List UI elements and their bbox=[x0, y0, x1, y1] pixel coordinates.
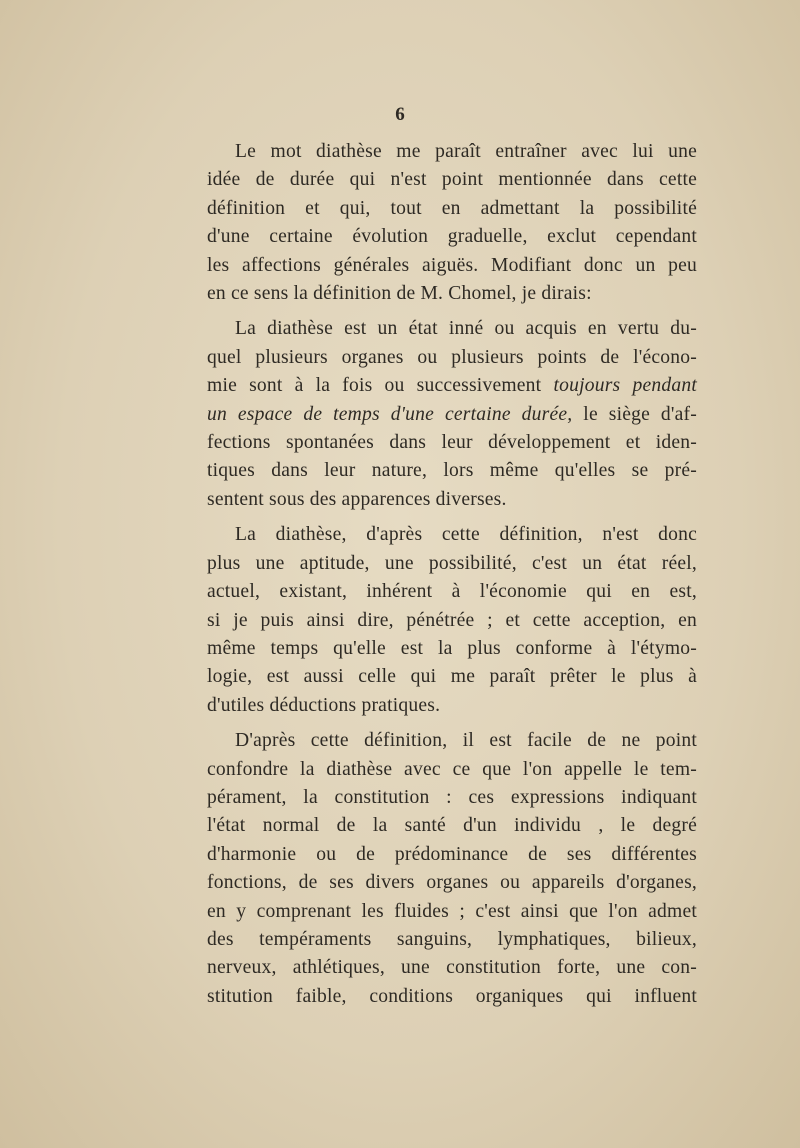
body-text bbox=[207, 138, 697, 1018]
text-line: idée de durée qui n'est point mentionnée dans cette bbox=[207, 169, 697, 191]
text-line: sentent sous des apparences diverses. bbox=[207, 488, 507, 510]
text-line: fections spontanées dans leur développement et iden- bbox=[207, 432, 697, 454]
text-line: d'harmonie ou de prédominance de ses différentes bbox=[207, 843, 697, 865]
text-line: d'une certaine évolution graduelle, exclut cependant bbox=[207, 226, 697, 248]
text-line: en ce sens la définition de M. Chomel, je dirais: bbox=[207, 283, 592, 305]
text-line: pérament, la constitution : ces expressions indiquant bbox=[207, 786, 697, 808]
text-line: fonctions, de ses divers organes ou appareils d'organes, bbox=[207, 872, 697, 894]
text-line: La diathèse est un état inné ou acquis en vertu du- bbox=[235, 318, 697, 340]
paragraph-1 bbox=[207, 138, 697, 308]
paragraph-3 bbox=[207, 521, 697, 720]
text-line: tiques dans leur nature, lors même qu'elles se pré- bbox=[207, 460, 697, 482]
text-line: si je puis ainsi dire, pénétrée ; et cette acception, en bbox=[207, 609, 697, 631]
paragraph-2 bbox=[207, 315, 697, 514]
text-line: D'après cette définition, il est facile de ne point bbox=[235, 730, 697, 752]
paragraph-4 bbox=[207, 727, 697, 1011]
text-line: définition et qui, tout en admettant la possibilité bbox=[207, 197, 697, 219]
page-number: 6 bbox=[395, 104, 405, 125]
text-line: l'état normal de la santé d'un individu , le degré bbox=[207, 815, 697, 837]
text-line: en y comprenant les fluides ; c'est ainsi que l'on admet bbox=[207, 900, 697, 922]
text-line: quel plusieurs organes ou plusieurs points de l'écono- bbox=[207, 346, 697, 368]
text-line: logie, est aussi celle qui me paraît prêter le plus à bbox=[207, 666, 697, 688]
text-line bbox=[207, 401, 697, 429]
text-line: nerveux, athlétiques, une constitution forte, une con- bbox=[207, 957, 697, 979]
text-line: confondre la diathèse avec ce que l'on appelle le tem- bbox=[207, 758, 697, 780]
italic-text: toujours pendant bbox=[553, 375, 697, 397]
text-line: stitution faible, conditions organiques qui influent bbox=[207, 985, 697, 1007]
text-line: actuel, existant, inhérent à l'économie qui en est, bbox=[207, 581, 697, 603]
text-line: des tempéraments sanguins, lymphatiques, bilieux, bbox=[207, 928, 697, 950]
text-line: les affections générales aiguës. Modifiant donc un peu bbox=[207, 254, 697, 276]
text-line bbox=[207, 372, 697, 400]
text-line: La diathèse, d'après cette définition, n'est donc bbox=[235, 524, 697, 546]
text-line: Le mot diathèse me paraît entraîner avec lui une bbox=[235, 141, 697, 162]
italic-text: un espace de temps d'une certaine durée, bbox=[207, 403, 573, 425]
text-line: d'utiles déductions pratiques. bbox=[207, 694, 441, 716]
text-line: plus une aptitude, une possibilité, c'est un état réel, bbox=[207, 552, 697, 574]
text-line: même temps qu'elle est la plus conforme à l'étymo- bbox=[207, 637, 697, 659]
text-fragment: le siège d'af- bbox=[583, 403, 697, 425]
text-fragment: mie sont à la fois ou successivement bbox=[207, 375, 542, 397]
